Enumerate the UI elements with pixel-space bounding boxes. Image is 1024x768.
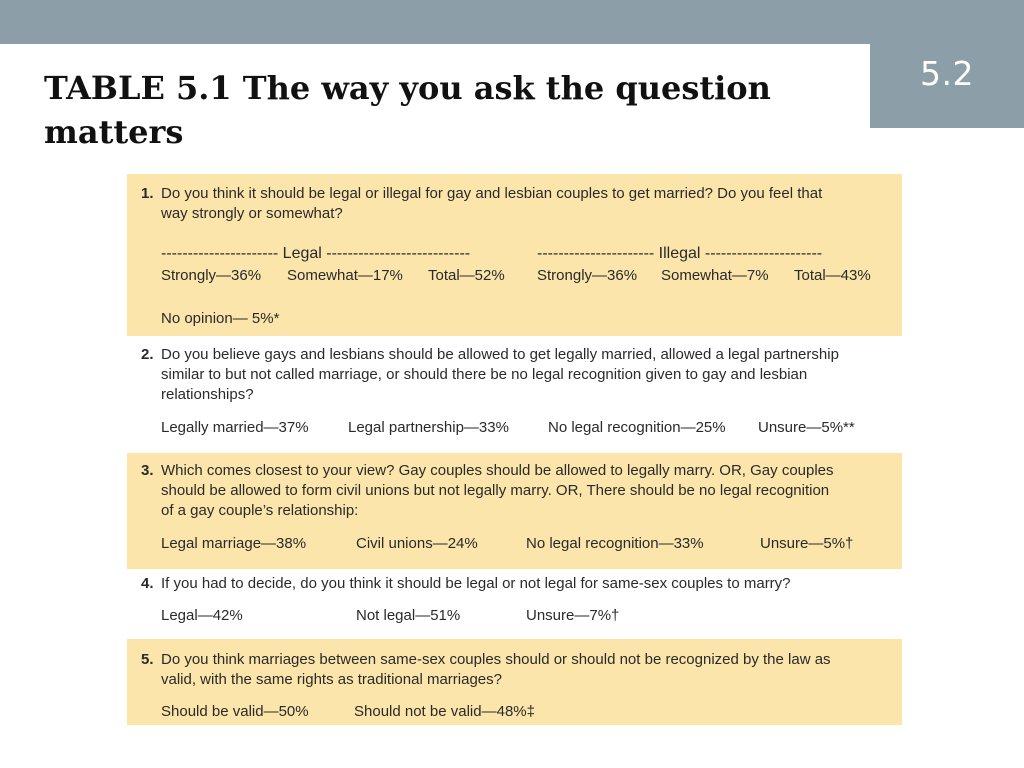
question-text: of a gay couple’s relationship: [161,502,359,519]
question-number: 4. [141,575,154,592]
question-number: 3. [141,462,154,479]
answer: Somewhat—17% [287,267,403,284]
answer: Legal—42% [161,607,243,624]
answer: Total—52% [428,267,505,284]
answer: Strongly—36% [537,267,638,284]
answer: Unsure—5%** [758,419,855,436]
question-number: 1. [141,185,154,202]
answer: Somewhat—7% [661,267,769,284]
answer: Legal marriage—38% [161,535,307,552]
answer: Legal partnership—33% [348,419,509,436]
question-text: should be allowed to form civil unions but not legally marry. OR, There should be no legal recognition [161,482,830,499]
answer: Strongly—36% [161,267,262,284]
slide-title-line2: matters [44,113,184,151]
answer: No legal recognition—33% [526,535,704,552]
answer: Not legal—51% [356,607,461,624]
answer: Should be valid—50% [161,703,309,720]
answer: Legally married—37% [161,419,309,436]
slide-number-box [870,44,1024,128]
answer: Should not be valid—48%‡ [354,703,535,720]
answer: Unsure—7%† [526,607,620,624]
answer: Civil unions—24% [356,535,478,552]
question-text: valid, with the same rights as traditional marriages? [161,671,502,688]
question-number: 5. [141,651,154,668]
question-text: relationships? [161,386,254,403]
question-row-5 [127,639,902,725]
question-text: Do you believe gays and lesbians should be allowed to get legally married, allowed a legal partnership [161,346,839,363]
answer-no-opinion: No opinion— 5%* [161,310,280,327]
answer: Total—43% [794,267,871,284]
question-row-3 [127,453,902,569]
question-row-2 [127,336,902,453]
slide-title [44,66,844,154]
question-row-4 [127,569,902,639]
group-header-illegal: ---------------------- Illegal ---------------------- [537,245,823,262]
answer: Unsure—5%† [760,535,854,552]
slide-number: 5.2 [920,54,974,93]
question-text: Do you think marriages between same-sex couples should or should not be recognized by the law as [161,651,831,668]
question-text: If you had to decide, do you think it should be legal or not legal for same-sex couples to marry? [161,575,791,592]
question-text: Which comes closest to your view? Gay couples should be allowed to legally marry. OR, Gay couples [161,462,834,479]
question-text: way strongly or somewhat? [161,205,343,222]
answer: No legal recognition—25% [548,419,726,436]
question-number: 2. [141,346,154,363]
question-text: Do you think it should be legal or illegal for gay and lesbian couples to get married? Do you feel that [161,185,823,202]
question-row-1 [127,174,902,336]
question-text: similar to but not called marriage, or should there be no legal recognition given to gay and lesbian [161,366,808,383]
slide-title-line1: TABLE 5.1 The way you ask the question [44,69,771,107]
top-banner [0,0,1024,44]
survey-table [127,174,902,725]
group-header-legal: ---------------------- Legal --------------------------- [161,245,471,262]
